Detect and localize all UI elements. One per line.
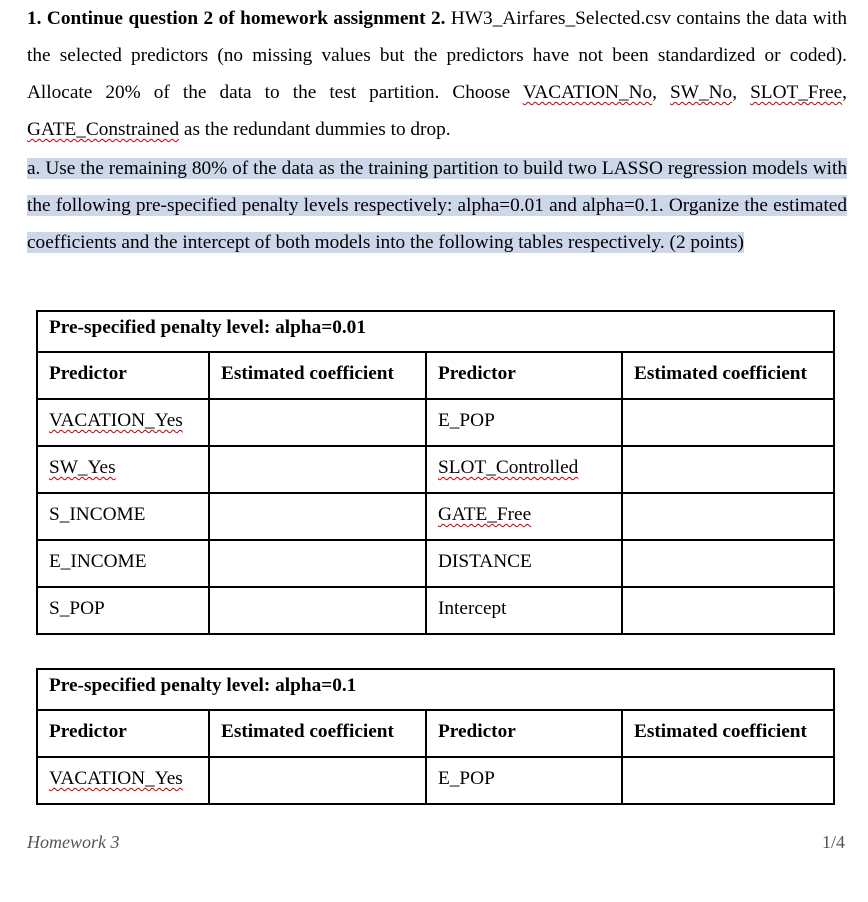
table-row [37, 446, 834, 493]
table-row [37, 399, 834, 446]
dummy-vacation-no: VACATION_No [522, 82, 653, 103]
predictor-cell: S_INCOME [37, 493, 209, 540]
predictor-cell: Intercept [426, 587, 622, 634]
coefficient-cell[interactable] [622, 757, 834, 804]
header-estimated-coefficient: Estimated coefficient [622, 710, 834, 757]
table-header-row [37, 352, 834, 399]
predictor-cell: E_POP [426, 399, 622, 446]
question-heading: 1. Continue question 2 of homework assignment 2. [27, 8, 446, 29]
question-text-end: as the redundant dummies to drop. [179, 119, 451, 140]
coefficient-cell[interactable] [209, 540, 426, 587]
header-estimated-coefficient: Estimated coefficient [209, 352, 426, 399]
table-row [37, 493, 834, 540]
part-a-text: a. Use the remaining 80% of the data as the training partition to build two LASSO regression models with the following pre-specified penalty levels respectively: alpha=0.01 and alpha=0.1. Organize the estimated coefficients and the intercept of both models into the following tables respectively. (2 points) [27, 158, 847, 253]
header-predictor: Predictor [426, 352, 622, 399]
predictor-cell: GATE_Free [438, 504, 532, 525]
header-estimated-coefficient: Estimated coefficient [622, 352, 834, 399]
table-title: Pre-specified penalty level: alpha=0.1 [37, 669, 834, 710]
part-a-paragraph [27, 150, 847, 261]
table-row [37, 540, 834, 587]
predictor-cell: E_INCOME [37, 540, 209, 587]
coefficient-cell[interactable] [622, 446, 834, 493]
coefficient-table-alpha-001 [36, 310, 835, 635]
predictor-cell: S_POP [37, 587, 209, 634]
question-paragraph: 1. Continue question 2 of homework assignment 2. HW3_Airfares_Selected.csv contains the data with the selected predictors (no missing values but the predictors have not been standardized or coded). Allocate 20% of the data to the test partition. Choose VACATION_No, SW_No, SLOT_Free, GATE_Constrained as the redundant dummies to drop. [27, 8, 847, 140]
table-header-row [37, 710, 834, 757]
predictor-cell: DISTANCE [426, 540, 622, 587]
coefficient-cell[interactable] [209, 493, 426, 540]
footer-homework-label: Homework 3 [27, 832, 120, 852]
table-title: Pre-specified penalty level: alpha=0.01 [37, 311, 834, 352]
header-estimated-coefficient: Estimated coefficient [209, 710, 426, 757]
predictor-cell: SW_Yes [49, 457, 116, 478]
table-row [37, 587, 834, 634]
predictor-cell: E_POP [426, 757, 622, 804]
coefficient-table-alpha-01 [36, 668, 835, 805]
table-row [37, 757, 834, 804]
predictor-cell: VACATION_Yes [49, 410, 183, 431]
coefficient-cell[interactable] [622, 399, 834, 446]
header-predictor: Predictor [37, 710, 209, 757]
coefficient-cell[interactable] [209, 757, 426, 804]
dummy-sw-no: SW_No [670, 82, 733, 103]
coefficient-cell[interactable] [209, 587, 426, 634]
header-predictor: Predictor [37, 352, 209, 399]
coefficient-cell[interactable] [622, 540, 834, 587]
predictor-cell: VACATION_Yes [49, 768, 183, 789]
question-text: HW3_Airfares_Selected.csv contains the data with the selected predictors (no missing values but the predictors have not been standardized or coded). Allocate 20% of the data to the test partition. Choose [27, 8, 847, 103]
coefficient-cell[interactable] [209, 446, 426, 493]
dummy-slot-free: SLOT_Free [750, 82, 843, 103]
header-predictor: Predictor [426, 710, 622, 757]
footer-page-number: 1/4 [821, 832, 845, 852]
dummy-gate-constrained: GATE_Constrained [27, 119, 180, 140]
coefficient-cell[interactable] [622, 587, 834, 634]
predictor-cell: SLOT_Controlled [438, 457, 579, 478]
coefficient-cell[interactable] [209, 399, 426, 446]
coefficient-cell[interactable] [622, 493, 834, 540]
